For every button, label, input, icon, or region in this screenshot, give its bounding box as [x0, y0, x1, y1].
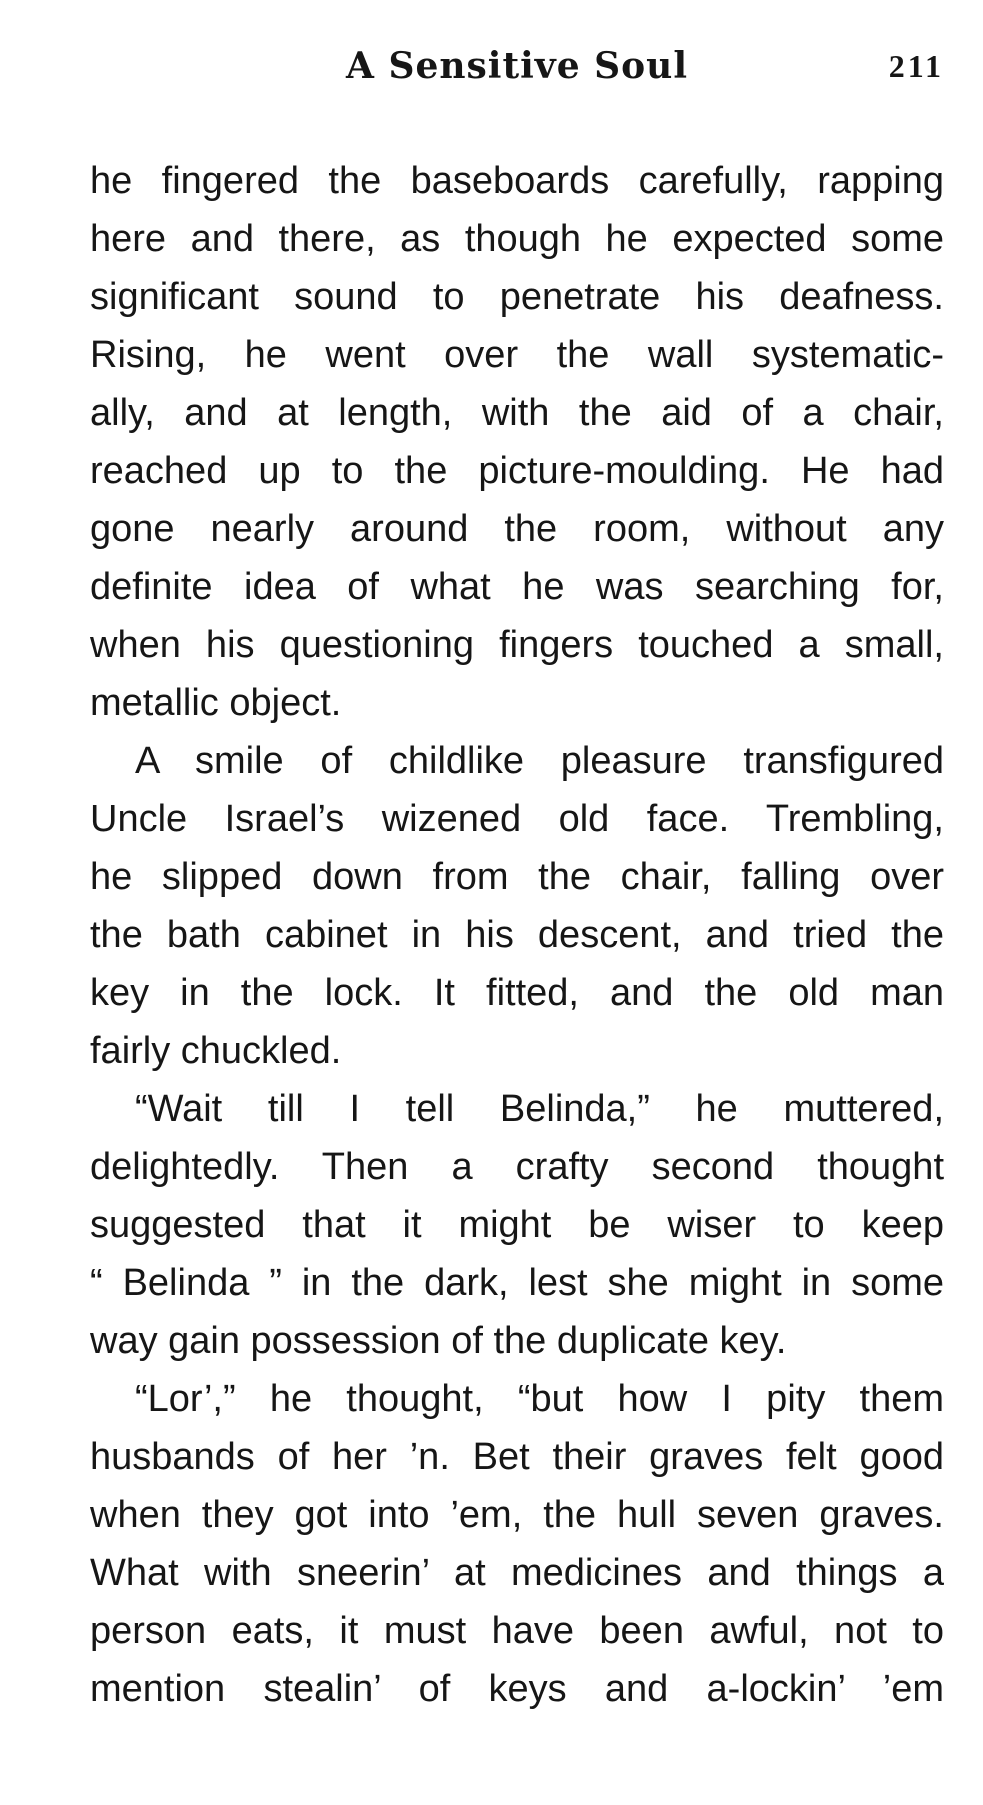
text-line: mention stealin’ of keys and a-lockin’ ’em — [90, 1668, 944, 1710]
paragraph — [90, 732, 944, 1080]
text-line: when they got into ’em, the hull seven graves. — [90, 1494, 944, 1536]
text-line: A smile of childlike pleasure transfigured — [135, 740, 944, 782]
text-line: Uncle Israel’s wizened old face. Trembling, — [90, 798, 944, 840]
text-line: metallic object. — [90, 682, 342, 724]
running-title: A Sensitive Soul — [345, 45, 688, 87]
text-line: fairly chuckled. — [90, 1030, 342, 1072]
text-line: the bath cabinet in his descent, and tried the — [90, 914, 944, 956]
text-line: here and there, as though he expected some — [90, 218, 944, 260]
paragraph — [90, 152, 944, 732]
text-line: “ Belinda ” in the dark, lest she might in some — [90, 1262, 944, 1304]
text-line: gone nearly around the room, without any — [90, 508, 944, 550]
text-line: husbands of her ’n. Bet their graves felt good — [90, 1436, 944, 1478]
paragraph — [90, 1080, 944, 1370]
text-line: reached up to the picture-moulding. He had — [90, 450, 944, 492]
text-line: he slipped down from the chair, falling over — [90, 856, 944, 898]
text-line: “Wait till I tell Belinda,” he muttered, — [135, 1088, 944, 1130]
body-text — [90, 152, 944, 1718]
text-line: key in the lock. It fitted, and the old man — [90, 972, 944, 1014]
text-line: he fingered the baseboards carefully, rapping — [90, 160, 944, 202]
page-number: 211 — [888, 48, 944, 84]
text-line: way gain possession of the duplicate key. — [90, 1320, 787, 1362]
text-line: significant sound to penetrate his deafness. — [90, 276, 944, 318]
paragraph — [90, 1370, 944, 1718]
text-line: definite idea of what he was searching for, — [90, 566, 944, 608]
text-line: “Lor’,” he thought, “but how I pity them — [135, 1378, 944, 1420]
text-line: person eats, it must have been awful, not to — [90, 1610, 944, 1652]
text-line: when his questioning fingers touched a small, — [90, 624, 944, 666]
running-head — [90, 36, 944, 96]
text-line: ally, and at length, with the aid of a chair, — [90, 392, 944, 434]
text-line: suggested that it might be wiser to keep — [90, 1204, 944, 1246]
text-line: Rising, he went over the wall systematic- — [90, 334, 944, 376]
text-line: delightedly. Then a crafty second thought — [90, 1146, 944, 1188]
text-line: What with sneerin’ at medicines and things a — [90, 1552, 944, 1594]
